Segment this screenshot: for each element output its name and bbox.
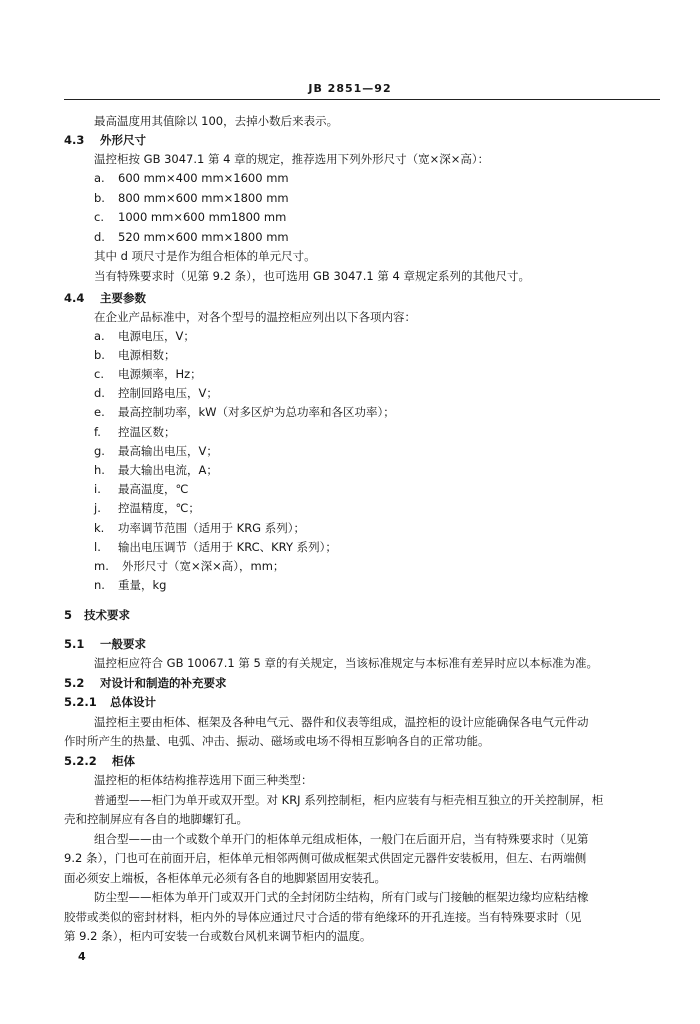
size-item-text: 800 mm×600 mm×1800 mm <box>118 191 289 205</box>
section-5-1-title: 一般要求 <box>100 637 146 651</box>
param-item-text: 电源频率，Hz； <box>118 367 202 381</box>
param-item-label: a. <box>94 329 105 343</box>
section-4-3-number: 4.3 <box>64 133 85 147</box>
section-5-2-1-number: 5.2.1 <box>64 695 97 709</box>
param-item-label: m. <box>94 559 109 573</box>
param-item-text: 控制回路电压，V； <box>118 386 218 400</box>
cabinet-type-paragraph-line: 壳和控制屏应有各自的地脚螺钉孔。 <box>64 812 248 826</box>
section-4-3-note: 其中 d 项尺寸是作为组合柜体的单元尺寸。 <box>94 249 316 263</box>
section-4-4-title: 主要参数 <box>100 291 146 305</box>
cabinet-type-paragraph-line: 组合型——由一个或数个单开门的柜体单元组成柜体，一般门在后面开启，当有特殊要求时（见第 <box>94 832 589 846</box>
param-item-text: 电源相数； <box>118 348 176 362</box>
section-4-3-note: 当有特殊要求时（见第 9.2 条），也可选用 GB 3047.1 第 4 章规定系列的其他尺寸。 <box>94 269 530 283</box>
section-5-2-1-title: 总体设计 <box>110 695 156 709</box>
param-item-text: 最高输出电压，V； <box>118 444 218 458</box>
param-item-text: 控温精度，℃； <box>118 501 200 515</box>
cabinet-type-paragraph-line: 普通型——柜门为单开或双开型。对 KRJ 系列控制柜，柜内应装有与柜壳相互独立的开关控制屏，柜 <box>94 793 604 807</box>
section-5-1-text: 温控柜应符合 GB 10067.1 第 5 章的有关规定，当该标准规定与本标准有差异时应以本标准为准。 <box>94 656 598 670</box>
size-item-label: b. <box>94 191 105 205</box>
param-item-text: 最大输出电流，A； <box>118 463 218 477</box>
param-item-text: 最高温度，℃ <box>118 482 189 496</box>
param-item-text: 重量，kg <box>118 578 167 592</box>
param-item-label: k. <box>94 521 105 535</box>
cabinet-type-paragraph-line: 第 9.2 条），柜内可安装一台或数台风机来调节柜内的温度。 <box>64 929 372 943</box>
section-4-3-intro: 温控柜按 GB 3047.1 第 4 章的规定，推荐选用下列外形尺寸（宽×深×高）： <box>94 152 490 166</box>
param-item-label: i. <box>94 482 101 496</box>
param-item-label: d. <box>94 386 105 400</box>
param-item-label: j. <box>94 501 101 515</box>
standard-code-header: JB 2851—92 <box>308 82 392 95</box>
param-item-text: 外形尺寸（宽×深×高），mm； <box>122 559 285 573</box>
param-item-label: n. <box>94 578 105 592</box>
cabinet-type-paragraph-line: 9.2 条），门也可在前面开启，柜体单元相邻两侧可做成框架式供固定元器件安装板用，但左、右两端侧 <box>64 851 587 865</box>
size-item-label: a. <box>94 171 105 185</box>
section-5-2-2-title: 柜体 <box>112 754 135 768</box>
section-4-4-number: 4.4 <box>64 291 85 305</box>
size-item-label: c. <box>94 210 104 224</box>
param-item-label: b. <box>94 348 105 362</box>
cabinet-type-paragraph-line: 面必须安上端板，各柜体单元必须有各自的地脚紧固用安装孔。 <box>64 871 386 885</box>
size-item-label: d. <box>94 230 105 244</box>
param-item-label: e. <box>94 405 105 419</box>
cabinet-type-paragraph-line: 防尘型——柜体为单开门或双开门式的全封闭防尘结构，所有门或与门接触的框架边缘均应粘结橡 <box>94 890 589 904</box>
section-5-2-1-text-line: 温控柜主要由柜体、框架及各种电气元、器件和仪表等组成，温控柜的设计应能确保各电气元件动 <box>94 715 589 729</box>
param-item-label: g. <box>94 444 105 458</box>
section-5-2-title: 对设计和制造的补充要求 <box>100 676 227 690</box>
section-5-2-1-text-line: 作时所产生的热量、电弧、冲击、振动、磁场或电场不得相互影响各自的正常功能。 <box>64 734 490 748</box>
param-item-label: c. <box>94 367 104 381</box>
section-5-number: 5 <box>64 608 73 622</box>
param-item-text: 电源电压，V； <box>118 329 195 343</box>
param-item-text: 功率调节范围（适用于 KRG 系列）； <box>118 521 306 535</box>
section-5-2-number: 5.2 <box>64 676 85 690</box>
section-5-title: 技术要求 <box>84 608 130 622</box>
header-rule <box>64 99 660 100</box>
size-item-text: 520 mm×600 mm×1800 mm <box>118 230 289 244</box>
page-number: 4 <box>78 950 86 963</box>
cabinet-type-paragraph-line: 胶带或类似的密封材料，柜内外的导体应通过尺寸合适的带有绝缘环的开孔连接。当有特殊要求时（见 <box>64 910 582 924</box>
section-5-2-2-intro: 温控柜的柜体结构推荐选用下面三种类型： <box>94 773 313 787</box>
section-4-3-title: 外形尺寸 <box>100 133 146 147</box>
param-item-label: l. <box>94 540 101 554</box>
param-item-label: h. <box>94 463 105 477</box>
section-5-2-2-number: 5.2.2 <box>64 754 97 768</box>
size-item-text: 1000 mm×600 mm1800 mm <box>118 210 287 224</box>
param-item-text: 输出电压调节（适用于 KRC、KRY 系列）； <box>118 540 337 554</box>
section-5-1-number: 5.1 <box>64 637 85 651</box>
param-item-text: 最高控制功率，kW（对多区炉为总功率和各区功率）； <box>118 405 395 419</box>
param-item-label: f. <box>94 425 101 439</box>
size-item-text: 600 mm×400 mm×1600 mm <box>118 171 289 185</box>
param-item-text: 控温区数； <box>118 425 176 439</box>
intro-line: 最高温度用其值除以 100，去掉小数后来表示。 <box>94 114 339 128</box>
section-4-4-intro: 在企业产品标准中，对各个型号的温控柜应列出以下各项内容： <box>94 310 416 324</box>
